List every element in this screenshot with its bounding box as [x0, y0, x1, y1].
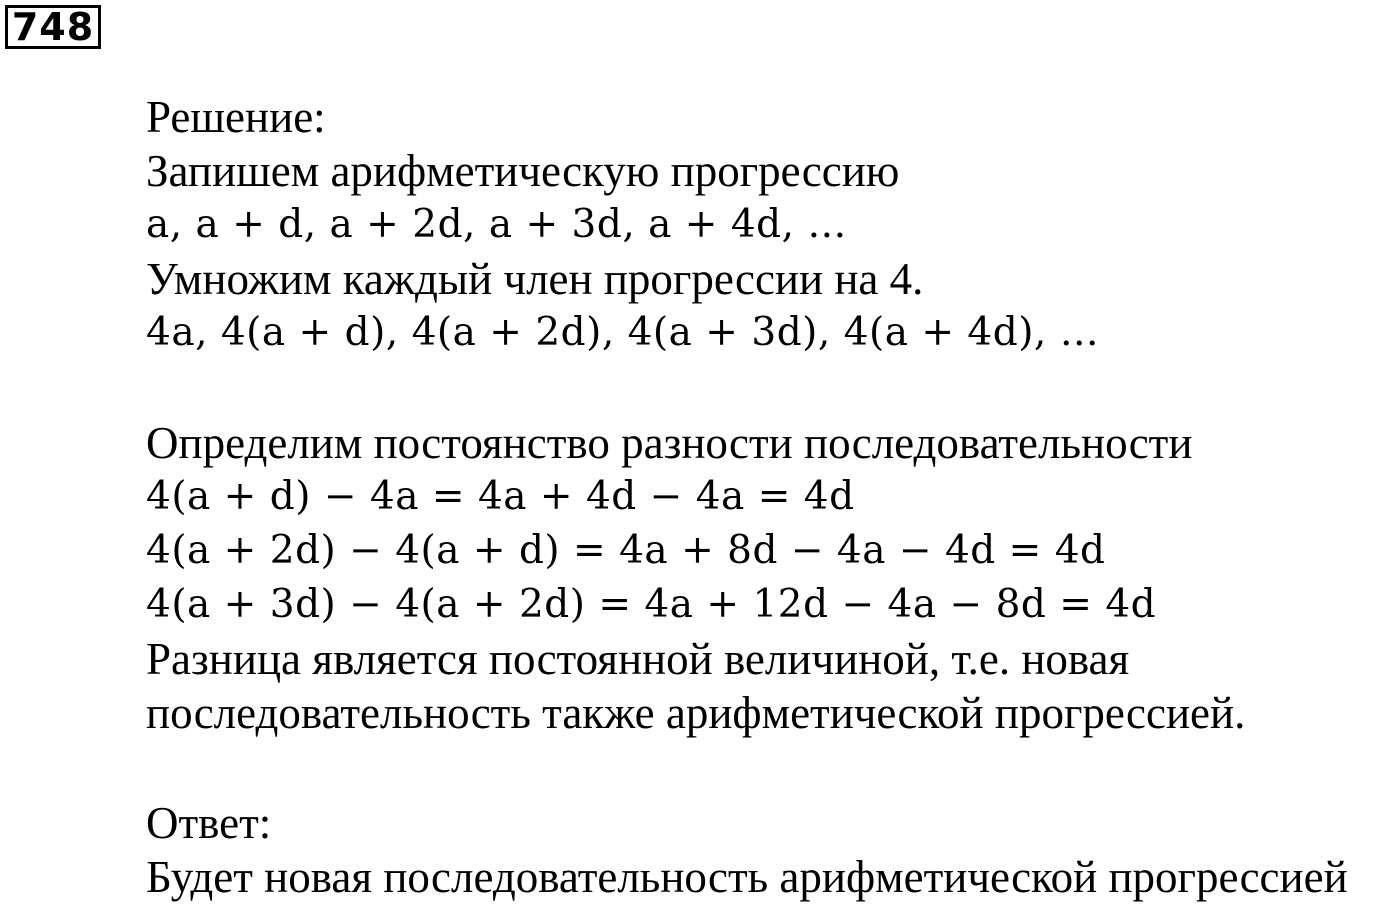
formula-line: a, a + d, a + 2d, a + 3d, a + 4d, … [146, 202, 847, 247]
solution-line: Разница является постоянной величиной, т.е. новая [146, 634, 1130, 684]
spacer [146, 740, 1396, 796]
formula-line: 4(a + d) − 4a = 4a + 4d − 4a = 4d [146, 474, 855, 519]
answer-heading: Ответ: [146, 798, 272, 848]
solution-line: последовательность также арифметической прогрессией. [146, 688, 1246, 738]
solution-line: Определим постоянство разности последовательности [146, 418, 1193, 468]
formula-line: 4(a + 2d) − 4(a + d) = 4a + 8d − 4a − 4d = 4d [146, 528, 1106, 573]
solution-heading: Решение: [146, 92, 326, 142]
answer-line: Будет новая последовательность арифметической прогрессией [146, 852, 1348, 902]
spacer [146, 360, 1396, 416]
formula-line: 4a, 4(a + d), 4(a + 2d), 4(a + 3d), 4(a + 4d), … [146, 310, 1100, 355]
solution-line: Умножим каждый член прогрессии на 4. [146, 254, 924, 304]
solution-line: Запишем арифметическую прогрессию [146, 146, 900, 196]
solution-body [146, 90, 1396, 904]
problem-number: 748 [5, 5, 101, 49]
formula-line: 4(a + 3d) − 4(a + 2d) = 4a + 12d − 4a − 8d = 4d [146, 582, 1157, 627]
